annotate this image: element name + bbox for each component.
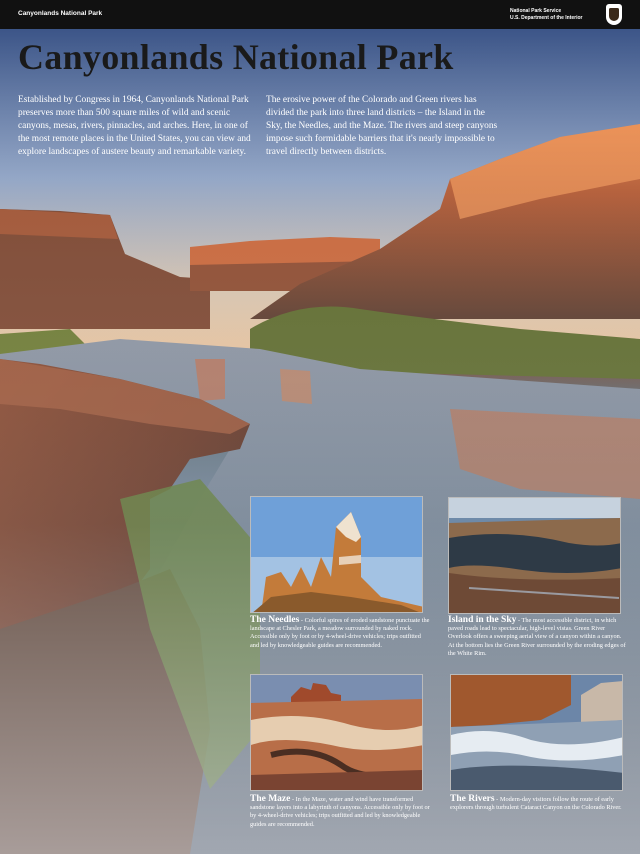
header-bar <box>0 0 640 29</box>
rivers-photo <box>450 674 623 791</box>
park-name-label: Canyonlands National Park <box>18 10 103 17</box>
agency-line-2: U.S. Department of the Interior <box>510 15 583 21</box>
needles-text: - Colorful spires of eroded sandstone punctuate the landscape at Chesler Park, a meadow surrounded by naked rock. Accessible only by foot or by 4-wheel-drive vehicles; trips outfitted and led by knowledgeable guides are recommended. <box>250 617 430 649</box>
island-sky-text: - The most accessible district, in which paved roads lead to spectacular, high-level vistas. Green River Overlook offers a sweeping aerial view of a canyon within a canyon. At the bottom lies the Green River surrounded by the eroding edges of the White Rim. <box>448 617 626 657</box>
rivers-text: - Modern-day visitors follow the route of early explorers through turbulent Cataract Canyon on the Colorado River. <box>450 796 622 812</box>
needles-title: The Needles <box>250 615 300 625</box>
rivers-caption <box>450 795 622 812</box>
island-sky-photo-art <box>449 498 621 614</box>
rivers-title: The Rivers <box>450 794 495 804</box>
arrowhead-logo-icon <box>606 4 622 25</box>
agency-label <box>510 8 583 22</box>
rivers-photo-art <box>451 675 623 791</box>
intro-paragraph-2: The erosive power of the Colorado and Green rivers has divided the park into three land districts – the Island in the Sky, the Needles, and the Maze. The rivers and steep canyons impose such formidable barriers that it's nearly impossible to travel directly between districts. <box>266 95 498 157</box>
needles-photo <box>250 496 423 613</box>
island-sky-title: Island in the Sky <box>448 615 517 625</box>
island-sky-caption <box>448 616 628 658</box>
maze-text: - In the Maze, water and wind have transformed sandstone layers into a labyrinth of canyons. Accessible only by foot or by 4-wheel-drive vehicles; trips outfitted and led by knowledgeable guides are recommended. <box>250 796 430 828</box>
needles-caption <box>250 616 430 650</box>
maze-photo <box>250 674 423 791</box>
intro-paragraph-1: Established by Congress in 1964, Canyonlands National Park preserves more than 500 square miles of wild and scenic canyons, mesas, rivers, pinnacles, and arches. Here, in one of the most remote places in the United States, you can view and explore landscapes of austere beauty and remarkable variety. <box>18 95 251 157</box>
island-sky-photo <box>448 497 621 614</box>
maze-title: The Maze <box>250 794 291 804</box>
maze-photo-art <box>251 675 423 791</box>
maze-caption <box>250 795 430 829</box>
needles-photo-art <box>251 497 423 613</box>
agency-line-1: National Park Service <box>510 8 562 14</box>
page-title: Canyonlands National Park <box>18 37 454 77</box>
